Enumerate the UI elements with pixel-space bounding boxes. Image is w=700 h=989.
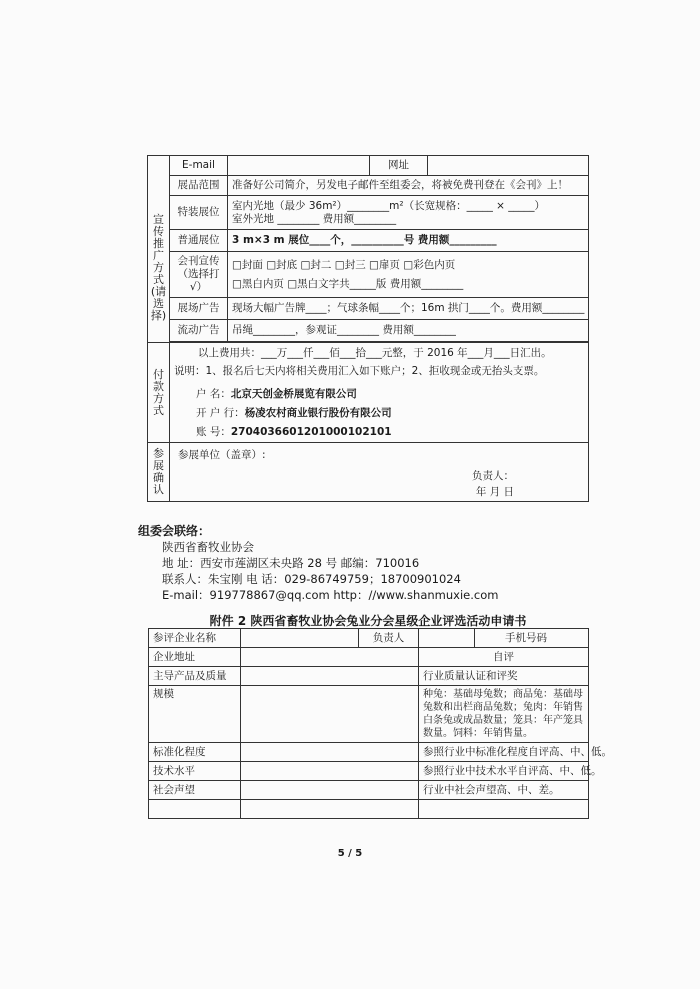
special-booth-indoor: 室内光地（最少 36m²）________m²（长宽规格：_____ × _____）	[232, 199, 546, 212]
journal-options-row2[interactable]: □黑白内页 □黑白文字共_____版 费用额________	[232, 277, 464, 290]
attachment-title: 附件 2 陕西省畜牧业协会兔业分会星级企业评选活动申请书	[209, 614, 527, 628]
payment-total[interactable]: 以上费用共：___万___仟___佰___拾___元整，于 2016 年___月___日汇出。	[198, 346, 552, 359]
empty-row-eval[interactable]	[419, 800, 589, 819]
standard-booth-text[interactable]: 3 m×3 m 展位____个，__________号 费用额_________	[228, 230, 589, 252]
scope-text: 准备好公司简介，另发电子邮件至组委会，将被免费刊登在《会刊》上！	[228, 176, 589, 196]
mobile-ad-label: 流动广告	[170, 320, 228, 342]
publicity-vertical-label: 宣传推广方式(请选择)	[148, 156, 170, 343]
tech-label: 技术水平	[149, 762, 241, 781]
reputation-value[interactable]	[241, 781, 419, 800]
address-label: 企业地址	[149, 648, 241, 667]
contact-address: 地 址：西安市莲湖区未央路 28 号 邮编：710016	[162, 556, 420, 570]
empty-row-value[interactable]	[241, 800, 419, 819]
owner-value[interactable]	[419, 629, 475, 648]
empty-row-label[interactable]	[149, 800, 241, 819]
registration-form-table	[147, 155, 589, 502]
journal-options-cell[interactable]	[228, 252, 589, 298]
confirm-unit-label: 参展单位（盖章）:	[178, 449, 266, 461]
email-value[interactable]	[228, 156, 370, 176]
payment-vertical-label: 付款方式	[148, 343, 170, 443]
email-label: E-mail	[170, 156, 228, 176]
contact-title: 组委会联络：	[138, 524, 211, 538]
phone-label: 手机号码	[475, 629, 589, 648]
venue-ad-label: 展场广告	[170, 298, 228, 320]
scale-value[interactable]	[241, 686, 419, 743]
confirm-date: 年 月 日	[475, 486, 514, 498]
company-name-label: 参评企业名称	[149, 629, 241, 648]
standard-booth-label: 普通展位	[170, 230, 228, 252]
scale-eval: 种兔：基础母兔数；商品兔：基础母兔数和出栏商品兔数；兔肉：年销售白条兔或成品数量；笼具：年产笼具数量。饲料：年销售量。	[419, 686, 589, 743]
mobile-ad-text[interactable]: 吊绳________，参观证________ 费用额________	[228, 320, 589, 342]
contact-person: 联系人：朱宝刚 电 话：029-86749759；18700901024	[162, 572, 461, 586]
account-number-value: 2704036601201000102101	[230, 425, 392, 438]
account-number-label: 账 号：	[196, 425, 231, 438]
product-eval: 行业质量认证和评奖	[419, 667, 589, 686]
reputation-eval: 行业中社会声望高、中、差。	[419, 781, 589, 800]
journal-options-row1[interactable]: □封面 □封底 □封二 □封三 □扉页 □彩色内页	[232, 258, 456, 271]
company-name-value[interactable]	[241, 629, 359, 648]
account-name-value: 北京天创金桥展览有限公司	[230, 387, 357, 400]
journal-label: 会刊宣传（选择打√）	[170, 252, 228, 298]
address-value[interactable]	[241, 648, 419, 667]
venue-ad-text[interactable]: 现场大幅广告牌____；气球条幅____个；16m 拱门____个。费用额________	[228, 298, 589, 320]
confirm-vertical-label: 参展确认	[148, 443, 170, 502]
special-booth-label: 特装展位	[170, 196, 228, 230]
bank-label: 开 户 行：	[196, 406, 245, 419]
contact-email-web[interactable]: E-mail：919778867@qq.com http：//www.shanmuxie.com	[162, 588, 499, 602]
reputation-label: 社会声望	[149, 781, 241, 800]
website-label: 网址	[370, 156, 428, 176]
scope-label: 展品范围	[170, 176, 228, 196]
confirm-signer: 负责人：	[472, 470, 514, 482]
product-value[interactable]	[241, 667, 419, 686]
account-name-label: 户 名：	[196, 387, 231, 400]
payment-cell	[170, 343, 589, 443]
self-eval-header: 自评	[419, 648, 589, 667]
standard-value[interactable]	[241, 743, 419, 762]
confirm-cell[interactable]	[170, 443, 589, 502]
special-booth-outdoor: 室外光地 ________ 费用额________	[232, 212, 397, 225]
application-form-table	[148, 628, 612, 819]
standard-eval: 参照行业中标准化程度自评高、中、低。	[419, 743, 589, 762]
bank-value: 杨凌农村商业银行股份有限公司	[244, 406, 392, 419]
contact-organization: 陕西省畜牧业协会	[162, 540, 254, 554]
page-number: 5 / 5	[337, 848, 363, 859]
tech-eval: 参照行业中技术水平自评高、中、低。	[419, 762, 589, 781]
standard-label: 标准化程度	[149, 743, 241, 762]
special-booth-cell[interactable]	[228, 196, 589, 230]
scale-label: 规模	[149, 686, 241, 743]
owner-label: 负责人	[359, 629, 419, 648]
website-value[interactable]	[428, 156, 589, 176]
tech-value[interactable]	[241, 762, 419, 781]
payment-note: 说明：1、报名后七天内将相关费用汇入如下账户；2、拒收现金或无抬头支票。	[174, 364, 545, 377]
product-label: 主导产品及质量	[149, 667, 241, 686]
organizer-contact	[138, 523, 598, 603]
